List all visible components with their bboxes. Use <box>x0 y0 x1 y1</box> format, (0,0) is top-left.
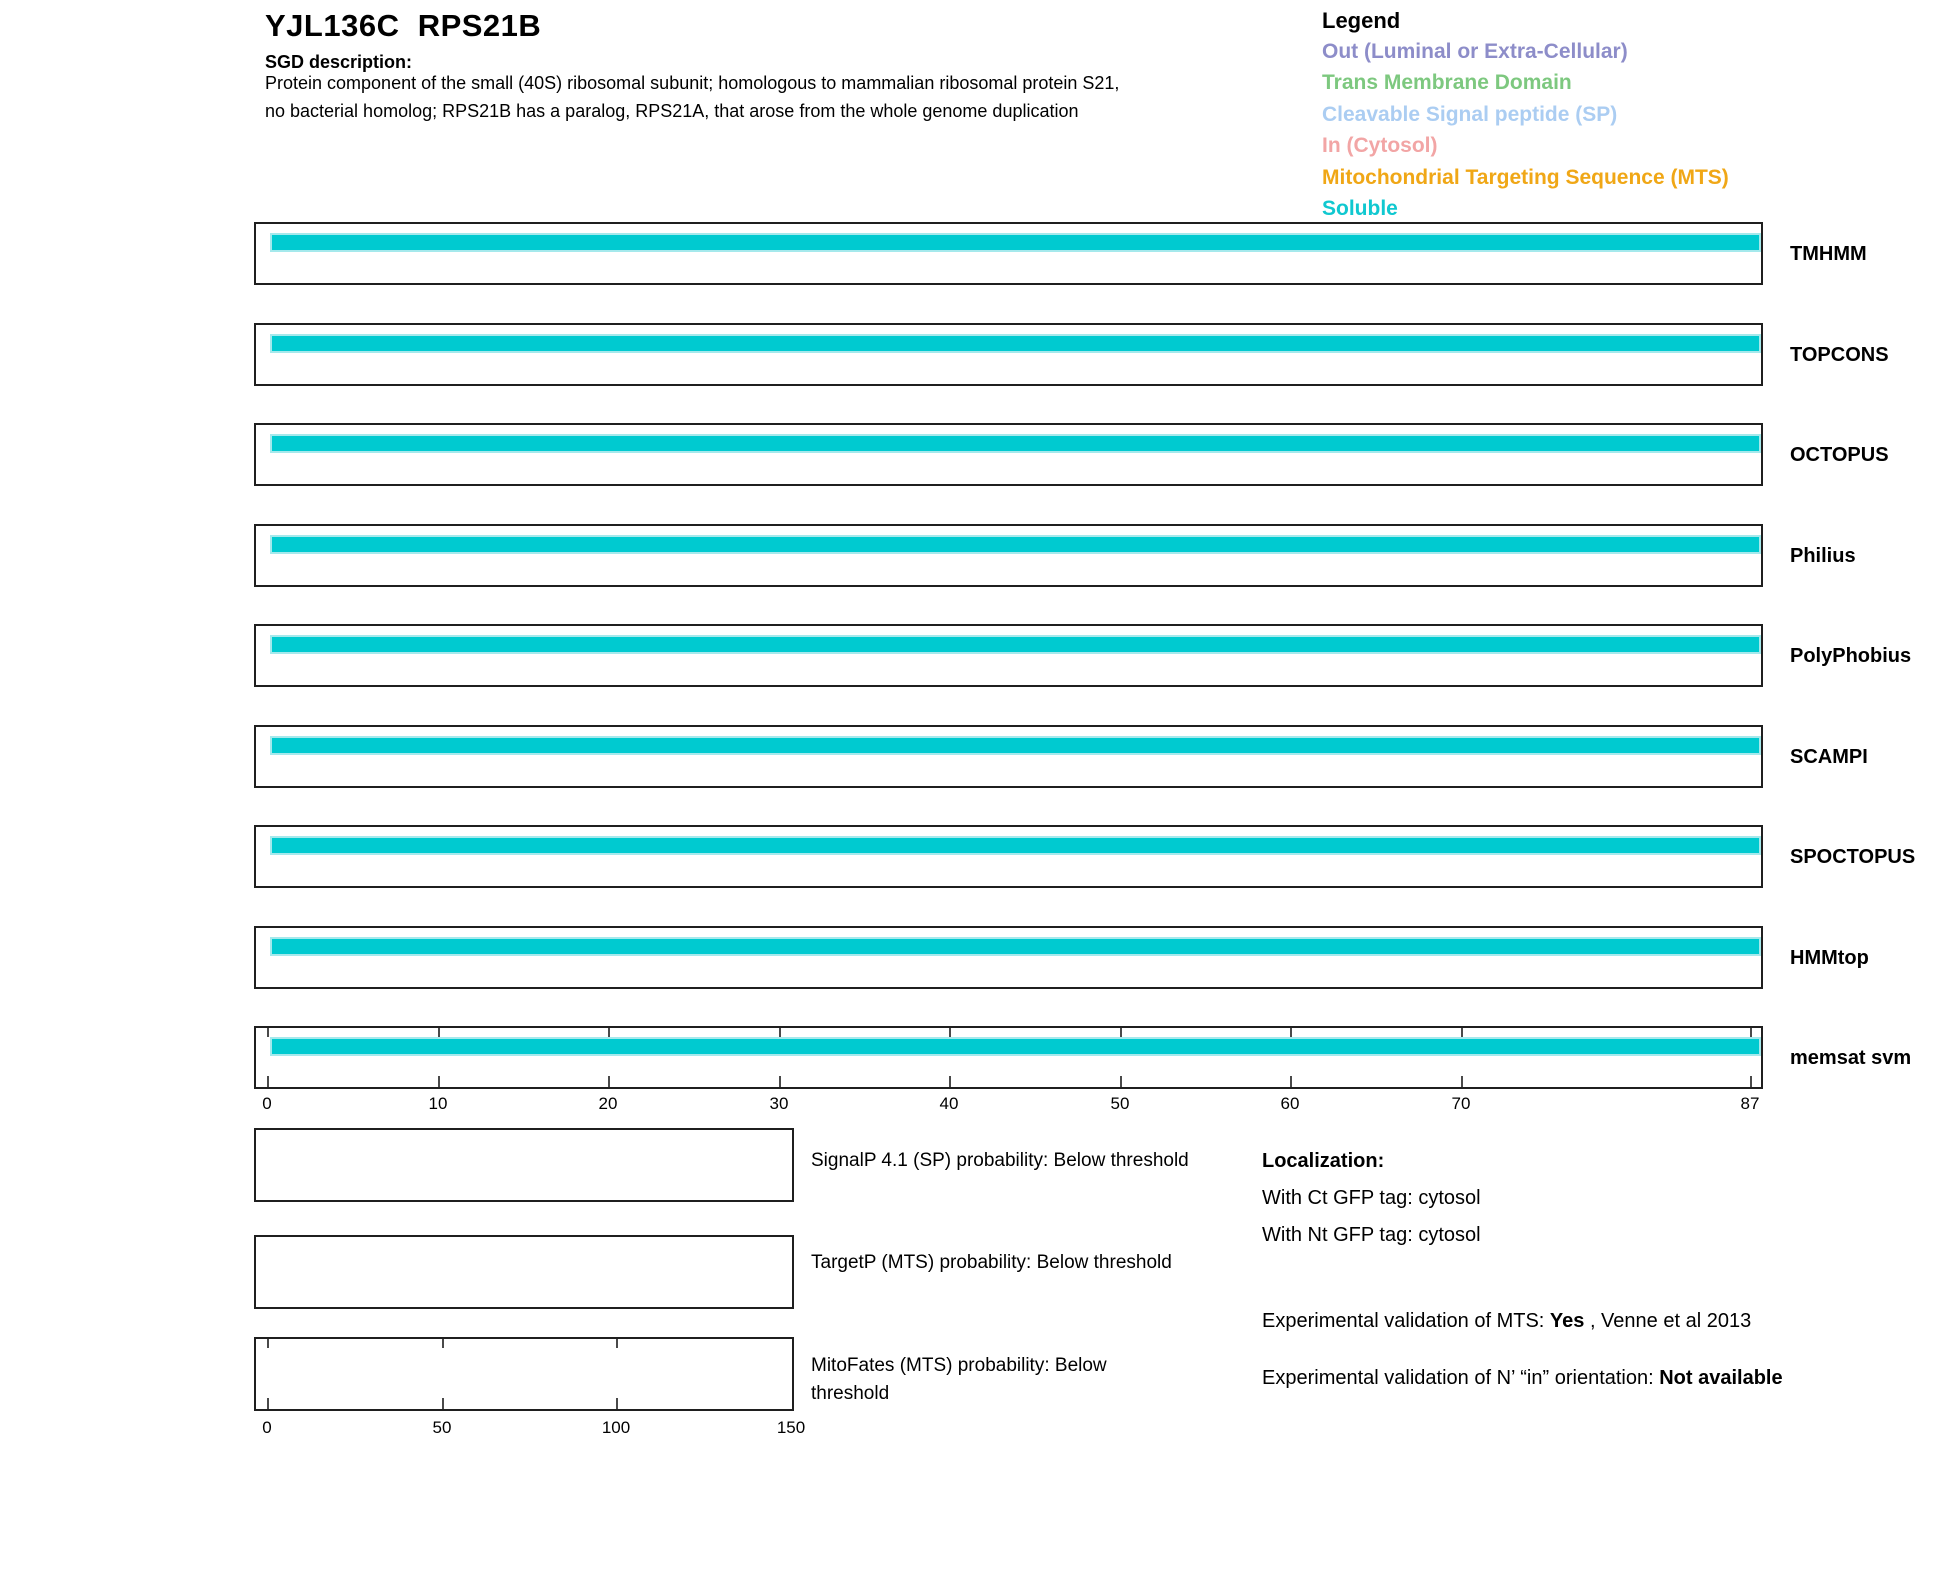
legend <box>1322 5 1729 224</box>
mitofates-tick-top <box>442 1339 444 1348</box>
localization-nt-gfp: With Nt GFP tag: cytosol <box>1262 1224 1481 1246</box>
mts-validation-line <box>1262 1310 1751 1333</box>
residue-axis-label-20: 20 <box>598 1094 618 1113</box>
residue-axis-label-50: 50 <box>1110 1094 1130 1113</box>
soluble-bar-hmmtop <box>270 937 1761 956</box>
sgd-description-line: no bacterial homolog; RPS21B has a paralog, RPS21A, that arose from the whole genome duplication <box>265 101 1079 121</box>
residue-tick-bottom <box>1120 1076 1122 1087</box>
residue-tick-top <box>608 1028 610 1037</box>
residue-tick-top <box>1750 1028 1752 1037</box>
residue-tick-top <box>949 1028 951 1037</box>
legend-items <box>1322 36 1729 224</box>
track-box-topcons <box>254 323 1763 386</box>
mitofates-axis-label-100: 100 <box>601 1418 631 1437</box>
track-label-tmhmm: TMHMM <box>1790 243 1867 265</box>
track-box-scampi <box>254 725 1763 788</box>
residue-tick-top <box>438 1028 440 1037</box>
residue-axis-label-0: 0 <box>262 1094 272 1113</box>
soluble-bar-philius <box>270 535 1761 554</box>
soluble-bar-memsat-svm <box>270 1037 1761 1056</box>
residue-tick-top <box>1461 1028 1463 1037</box>
residue-tick-top <box>1290 1028 1292 1037</box>
mitofates-axis-label-50: 50 <box>432 1418 452 1437</box>
mitofates-tick-top <box>616 1339 618 1348</box>
legend-item-trans-membrane-domain: Trans Membrane Domain <box>1322 71 1572 95</box>
track-label-hmmtop: HMMtop <box>1790 947 1869 969</box>
residue-tick-bottom <box>1290 1076 1292 1087</box>
legend-item-soluble: Soluble <box>1322 197 1398 221</box>
residue-axis-label-70: 70 <box>1451 1094 1471 1113</box>
track-label-polyphobius: PolyPhobius <box>1790 645 1912 667</box>
track-box-memsat-svm <box>254 1026 1763 1089</box>
soluble-bar-tmhmm <box>270 233 1761 252</box>
track-label-octopus: OCTOPUS <box>1790 444 1889 466</box>
residue-axis-label-60: 60 <box>1280 1094 1300 1113</box>
residue-axis-label-30: 30 <box>769 1094 789 1113</box>
track-label-scampi: SCAMPI <box>1790 746 1868 768</box>
legend-item-in-cytosol: In (Cytosol) <box>1322 134 1438 158</box>
legend-item-mitochondrial-targeting-sequence-mts: Mitochondrial Targeting Sequence (MTS) <box>1322 165 1729 189</box>
residue-tick-top <box>267 1028 269 1037</box>
track-box-spoctopus <box>254 825 1763 888</box>
residue-tick-bottom <box>438 1076 440 1087</box>
track-label-philius: Philius <box>1790 545 1856 567</box>
residue-tick-bottom <box>1461 1076 1463 1087</box>
soluble-bar-polyphobius <box>270 635 1761 654</box>
track-box-hmmtop <box>254 926 1763 989</box>
localization-heading: Localization: <box>1262 1150 1385 1172</box>
residue-tick-top <box>1120 1028 1122 1037</box>
residue-axis-label-10: 10 <box>428 1094 448 1113</box>
localization-ct-gfp: With Ct GFP tag: cytosol <box>1262 1187 1481 1209</box>
page-title: YJL136C RPS21B <box>265 8 542 43</box>
soluble-bar-octopus <box>270 434 1761 453</box>
legend-item-cleavable-signal-peptide-sp: Cleavable Signal peptide (SP) <box>1322 102 1618 126</box>
track-box-polyphobius <box>254 624 1763 687</box>
residue-axis-label-87: 87 <box>1740 1094 1760 1113</box>
mitofates-axis-label-0: 0 <box>262 1418 272 1437</box>
mitofates-plot-label: MitoFates (MTS) probability: Below threshold <box>811 1355 1107 1404</box>
mts-validation-suffix: , Venne et al 2013 <box>1584 1310 1752 1332</box>
mitofates-tick-top <box>267 1339 269 1348</box>
track-label-memsat-svm: memsat svm <box>1790 1047 1912 1069</box>
soluble-bar-scampi <box>270 736 1761 755</box>
targetp-plot-box <box>254 1235 794 1309</box>
legend-title: Legend <box>1322 8 1401 33</box>
signalp-plot-label: SignalP 4.1 (SP) probability: Below threshold <box>811 1150 1189 1171</box>
residue-tick-bottom <box>949 1076 951 1087</box>
legend-item-out-luminal-or-extra-cellular: Out (Luminal or Extra-Cellular) <box>1322 40 1628 63</box>
signalp-plot-box <box>254 1128 794 1202</box>
mitofates-axis-label-150: 150 <box>776 1418 806 1437</box>
orientation-value: Not available <box>1659 1367 1783 1389</box>
mitofates-tick-bottom <box>267 1398 269 1409</box>
mitofates-plot-box <box>254 1337 794 1411</box>
mts-validation-prefix: Experimental validation of MTS: <box>1262 1310 1550 1332</box>
residue-tick-bottom <box>608 1076 610 1087</box>
track-box-octopus <box>254 423 1763 486</box>
residue-axis-label-40: 40 <box>939 1094 959 1113</box>
soluble-bar-topcons <box>270 334 1761 353</box>
track-label-spoctopus: SPOCTOPUS <box>1790 846 1916 868</box>
mts-validation-value: Yes <box>1549 1310 1585 1332</box>
mitofates-tick-bottom <box>616 1398 618 1409</box>
sgd-description-heading: SGD description: <box>265 52 413 72</box>
soluble-bar-spoctopus <box>270 836 1761 855</box>
orientation-prefix: Experimental validation of N’ “in” orientation: <box>1262 1367 1660 1389</box>
sgd-description-line: Protein component of the small (40S) ribosomal subunit; homologous to mammalian ribosomal protein S21, <box>265 73 1120 93</box>
residue-tick-bottom <box>1750 1076 1752 1087</box>
track-label-topcons: TOPCONS <box>1790 344 1889 366</box>
residue-tick-top <box>779 1028 781 1037</box>
track-box-tmhmm <box>254 222 1763 285</box>
track-box-philius <box>254 524 1763 587</box>
residue-tick-bottom <box>267 1076 269 1087</box>
mitofates-tick-bottom <box>442 1398 444 1409</box>
orientation-validation-line <box>1262 1362 1822 1394</box>
targetp-plot-label: TargetP (MTS) probability: Below threshold <box>811 1252 1172 1273</box>
residue-tick-bottom <box>779 1076 781 1087</box>
